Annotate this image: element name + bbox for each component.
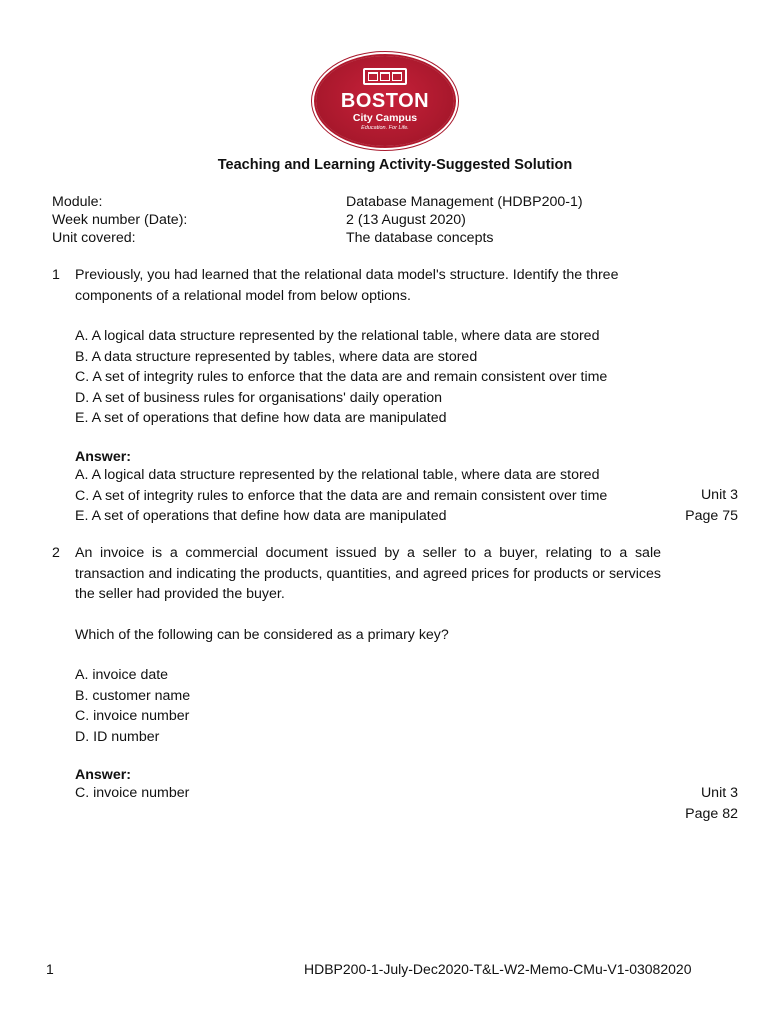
answer-c: C. invoice number — [75, 785, 190, 801]
logo-name: BOSTON — [340, 90, 430, 112]
reference-unit: Unit 3 — [700, 785, 738, 801]
option-c: C. A set of integrity rules to enforce that the data are and remain consistent over time — [75, 369, 608, 385]
answer-a: A. A logical data structure represented by the relational table, where data are stored — [75, 467, 600, 483]
question-text: An invoice is a commercial document issued by a seller to a buyer, relating to a sale transaction and indicating the products, quantities, and agreed prices for products or services the seller had provided the buyer. — [75, 545, 661, 602]
meta-value-week: 2 (13 August 2020) — [346, 212, 466, 228]
answer-c: C. A set of integrity rules to enforce that the data are and remain consistent over time — [75, 487, 608, 504]
question-text: Previously, you had learned that the relational data model's structure. Identify the three components of a relational model from below options. — [75, 267, 619, 304]
option-d: D. ID number — [75, 728, 160, 745]
meta-label-module: Module: — [52, 194, 103, 210]
option-a: A. invoice date — [75, 667, 169, 683]
option-b: B. customer name — [75, 687, 191, 704]
options-list — [75, 326, 661, 429]
question-number: 1 — [52, 267, 60, 283]
meta-value-module: Database Management (HDBP200-1) — [346, 194, 583, 210]
options-list — [75, 665, 661, 747]
answer-label: Answer: — [75, 767, 131, 783]
option-a: A. A logical data structure represented by the relational table, where data are stored — [75, 328, 600, 344]
option-c: C. invoice number — [75, 708, 190, 724]
answers-list — [75, 465, 661, 527]
footer-page-number: 1 — [46, 961, 54, 977]
option-b: B. A data structure represented by tables, where data are stored — [75, 348, 478, 365]
document-title: Teaching and Learning Activity-Suggested Solution — [217, 157, 573, 173]
meta-label-unit: Unit covered: — [52, 230, 136, 246]
option-e: E. A set of operations that define how data are manipulated — [75, 410, 447, 426]
question-prompt: Which of the following can be considered as a primary key? — [75, 627, 449, 643]
footer-document-code: HDBP200-1-July-Dec2020-T&L-W2-Memo-CMu-V1-03082020 — [304, 961, 692, 977]
meta-label-week: Week number (Date): — [52, 212, 188, 228]
boston-city-campus-logo — [316, 56, 454, 146]
meta-value-unit: The database concepts — [346, 230, 494, 246]
answer-label: Answer: — [75, 449, 131, 465]
question-number: 2 — [52, 545, 60, 561]
logo-tagline: Education. For Life. — [361, 125, 409, 131]
reference-page: Page 82 — [685, 806, 738, 822]
option-d: D. A set of business rules for organisations' daily operation — [75, 389, 443, 406]
reference-unit: Unit 3 — [700, 487, 738, 503]
answer-e: E. A set of operations that define how data are manipulated — [75, 508, 447, 524]
reference-page: Page 75 — [685, 508, 738, 524]
bcc-building-icon — [363, 68, 407, 85]
logo-subtitle: City Campus — [352, 112, 418, 124]
